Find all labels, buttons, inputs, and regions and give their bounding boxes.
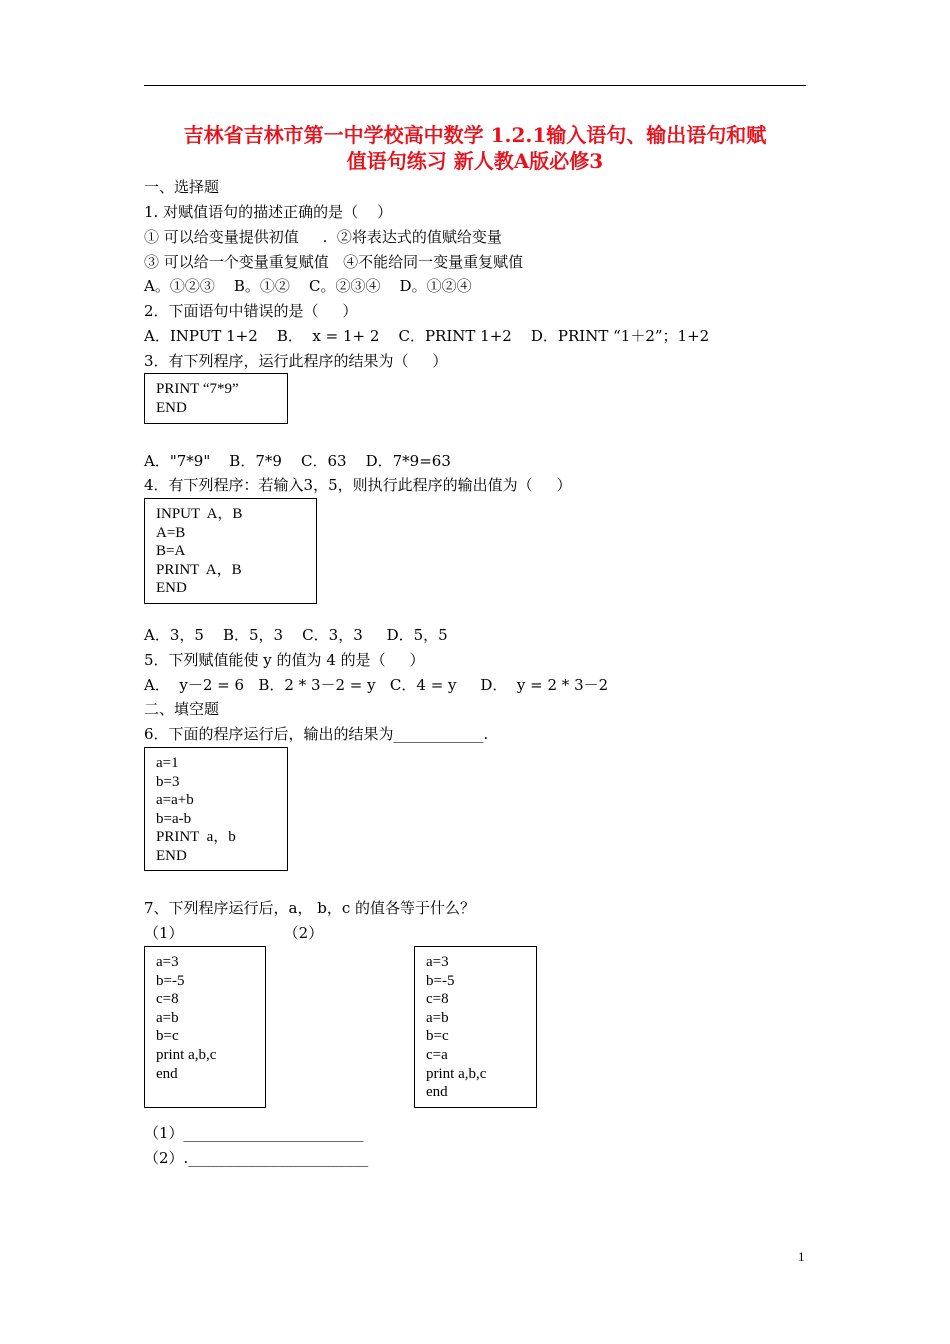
question-1-options: A。①②③ B。①② C。②③④ D。①②④	[144, 277, 472, 295]
code-line: b=3	[156, 773, 180, 790]
code-box-q7-1	[144, 946, 266, 1108]
code-line: b=a-b	[156, 810, 192, 827]
title-line-1: 吉林省吉林市第一中学校高中数学 1.2.1输入语句、输出语句和赋	[183, 123, 767, 147]
question-5-options: A． y－2 = 6 B．2 * 3－2 = y C．4 = y D． y = 2 * 3－2	[144, 676, 609, 694]
top-rule	[144, 85, 806, 86]
section-heading-choice: 一、选择题	[144, 178, 220, 196]
document-title	[130, 122, 820, 174]
code-line: B=A	[156, 543, 186, 560]
question-4-options: A．3，5 B．5，3 C．3，3 D．5，5	[144, 626, 448, 644]
code-line: PRINT A，B	[156, 561, 242, 578]
code-line: print a,b,c	[426, 1065, 487, 1082]
question-3-options: A．"7*9" B．7*9 C．63 D．7*9=63	[144, 452, 451, 470]
page-number: 1	[798, 1249, 805, 1264]
code-box-q6	[144, 747, 288, 871]
code-line: a=1	[156, 755, 179, 771]
code-line: a=b	[156, 1009, 179, 1026]
title-line-2: 值语句练习 新人教A版必修3	[346, 149, 604, 173]
question-2: 2．下面语句中错误的是（ ）	[144, 302, 358, 320]
code-line: c=8	[426, 991, 449, 1008]
code-line: END	[156, 847, 187, 864]
question-5: 5．下列赋值能使 y 的值为 4 的是（ ）	[144, 651, 425, 669]
question-2-options: A．INPUT 1+2 B． x = 1+ 2 C．PRINT 1+2 D．PRINT “1＋2”；1+2	[144, 327, 710, 345]
code-line: end	[426, 1084, 448, 1101]
question-1-statement-a: ① 可以给变量提供初值 . ②将表达式的值赋给变量	[144, 228, 502, 246]
question-7-labels: （1） （2）	[144, 924, 324, 942]
code-line: print a,b,c	[156, 1046, 217, 1063]
section-heading-fill: 二、填空题	[144, 700, 220, 718]
code-line: PRINT “7*9”	[156, 381, 239, 397]
code-box-q3	[144, 373, 288, 424]
code-line: INPUT A，B	[156, 506, 243, 522]
code-line: b=c	[426, 1028, 449, 1045]
code-line: END	[156, 399, 187, 416]
code-line: end	[156, 1065, 178, 1082]
code-line: a=b	[426, 1009, 449, 1026]
question-7: 7、下列程序运行后，a， b，c 的值各等于什么？	[144, 899, 476, 917]
code-line: c=8	[156, 991, 179, 1008]
code-line: b=-5	[156, 972, 185, 989]
answer-blank-2: （2）.________________________	[144, 1149, 369, 1167]
question-3: 3．有下列程序，运行此程序的结果为（ ）	[144, 352, 448, 370]
question-1-statement-b: ③ 可以给一个变量重复赋值 ④不能给同一变量重复赋值	[144, 253, 524, 271]
question-1: 1. 对赋值语句的描述正确的是（ ）	[144, 203, 393, 221]
code-line: PRINT a，b	[156, 829, 236, 846]
question-4: 4．有下列程序：若输入3，5，则执行此程序的输出值为（ ）	[144, 476, 572, 494]
code-box-q7-2	[414, 946, 537, 1108]
code-line: b=c	[156, 1028, 179, 1045]
code-line: a=a+b	[156, 792, 194, 809]
code-line: a=3	[426, 954, 449, 970]
code-line: A=B	[156, 524, 186, 541]
code-line: END	[156, 580, 187, 597]
code-line: b=-5	[426, 972, 455, 989]
answer-blank-1: （1）________________________	[144, 1124, 364, 1142]
question-6: 6．下面的程序运行后，输出的结果为____________.	[144, 725, 489, 743]
code-line: c=a	[426, 1046, 448, 1063]
code-box-q4	[144, 498, 317, 604]
code-line: a=3	[156, 954, 179, 970]
